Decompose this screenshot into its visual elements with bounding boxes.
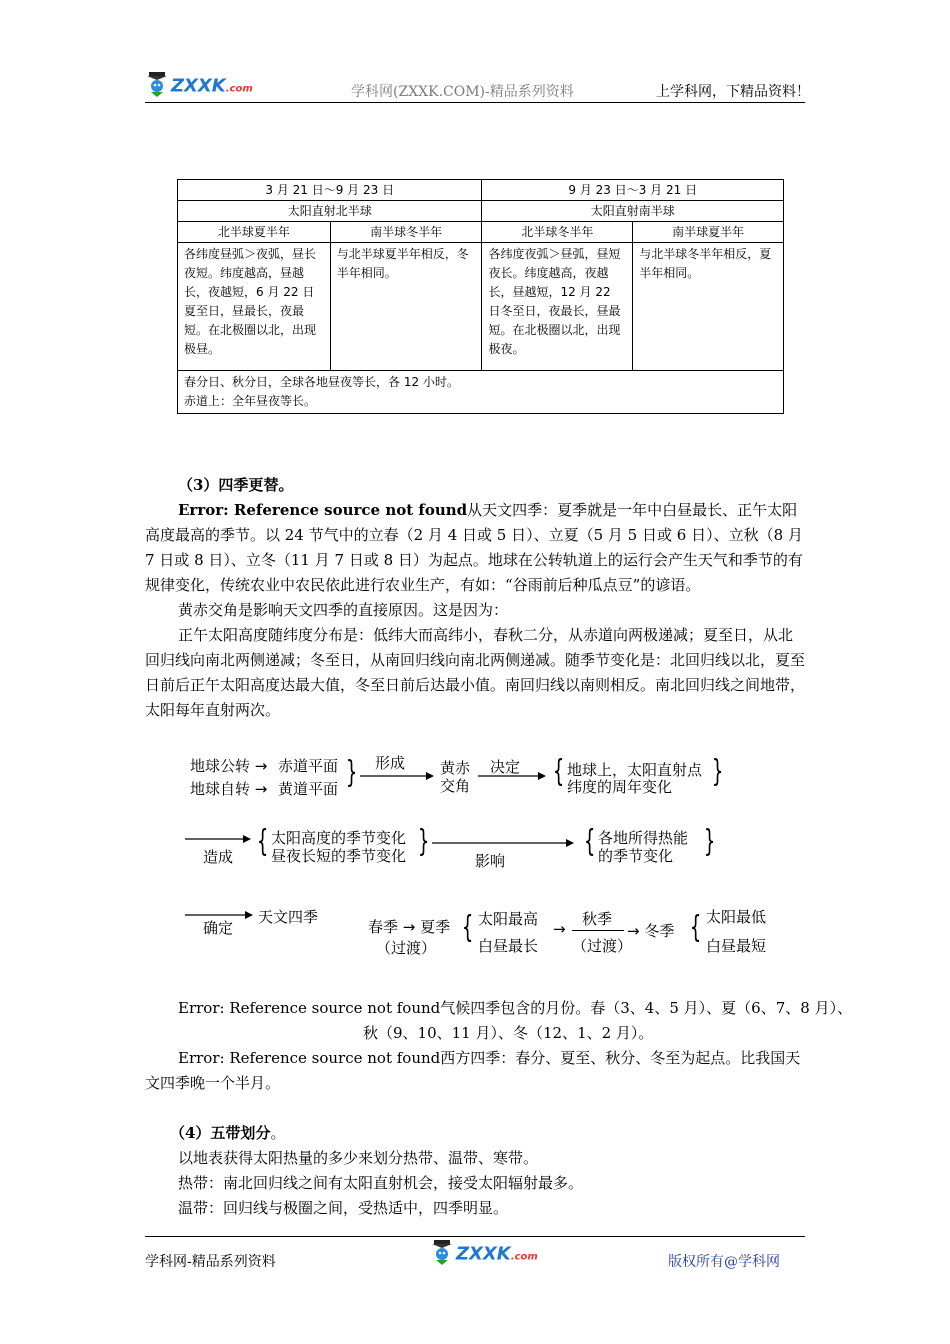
table-subheader: 南半球夏半年 <box>633 222 784 243</box>
fraction-bar <box>572 930 624 931</box>
diagram-text: → <box>553 920 566 938</box>
diagram-text: 白昼最短 <box>706 937 767 955</box>
footer-copyright: 版权所有@学科网 <box>668 1254 780 1270</box>
footer-zxxk-logo <box>430 1238 538 1271</box>
diagram-text: 交角 <box>440 777 471 795</box>
section3-para2: 黄赤交角是影响天文四季的直接原因。这是因为： <box>178 601 509 619</box>
table-cell: 各纬度昼弧＞夜弧，昼长夜短。纬度越高，昼越长，夜越短，6 月 22 日夏至日，昼最长，夜最短。在北极圈以北，出现极昼。 <box>178 243 331 371</box>
right-brace-icon: } <box>703 824 716 859</box>
right-brace-icon: } <box>711 754 724 789</box>
table-cell: 与北半球夏半年相反，冬半年相同。 <box>330 243 482 371</box>
table-cell: 各纬度夜弧＞昼弧，昼短夜长。纬度越高，夜越长，昼越短，12 月 22 日冬至日，夜最长，昼最短。在北极圈以北，出现极夜。 <box>482 243 633 371</box>
right-brace-icon: } <box>417 824 430 859</box>
table-sun-south: 太阳直射南半球 <box>482 201 784 222</box>
header-rule <box>145 102 805 103</box>
section3-para1 <box>145 498 807 598</box>
para-text: 从天文四季：夏季就是一年中白昼最长、正午太阳高度最高的季节。以 24 节气中的立春（2 月 4 日或 5 日）、立夏（5 月 5 日或 6 日）、立秋（8 月 7 日或 8 日）、立冬（11 月 7 日或 8 日）为起点。地球在公转轨道上的运行会产生天气和季节的有规律变化，传统农业中农民依此进行农业生产，有如：“谷雨前后种瓜点豆”的谚语。 <box>145 501 803 594</box>
diagram-text: 黄道平面 <box>278 780 339 798</box>
zxxk-logo <box>145 70 253 103</box>
diagram-label: 确定 <box>203 919 234 937</box>
arrow-icon <box>185 834 251 844</box>
table-footer <box>178 371 784 414</box>
header-center-text: 学科网(ZXXK.COM)-精品系列资料 <box>351 84 574 100</box>
reference-error: Error: Reference source not found <box>178 501 468 519</box>
diagram-text: 各地所得热能 <box>598 829 689 847</box>
logo-text: ZXXK <box>171 75 226 97</box>
section4-line1: 以地表获得太阳热量的多少来划分热带、温带、寒带。 <box>178 1149 539 1167</box>
table-header-south-period: 9 月 23 日～3 月 21 日 <box>482 180 784 201</box>
diagram-text: （过渡） <box>376 939 437 957</box>
western-para <box>145 1046 807 1096</box>
diagram-text: 太阳高度的季节变化 <box>271 829 407 847</box>
right-brace-icon: } <box>345 755 358 790</box>
diagram-text: （过渡） <box>572 937 633 955</box>
footer-rule <box>145 1236 805 1237</box>
header-right-text: 上学科网，下精品资料！ <box>656 84 810 100</box>
diagram-text: 纬度的周年变化 <box>567 778 673 796</box>
graduate-mascot-icon <box>430 1238 456 1271</box>
section4-line3: 温带：回归线与极圈之间，受热适中，四季明显。 <box>178 1199 509 1217</box>
diagram-label: 影响 <box>475 852 506 870</box>
graduate-mascot-icon <box>145 70 171 103</box>
section3-para3: 正午太阳高度随纬度分布是：低纬大而高纬小，春秋二分，从赤道向两极递减；夏至日，从北回归线向南北两侧递减；冬至日，从南回归线向南北两侧递减。随季节变化是：北回归线以北，夏至日前后正午太阳高度达最大值，冬至日前后达最小值。南回归线以南则相反。南北回归线之间地带，太阳每年直射两次。 <box>145 626 806 719</box>
diagram-text: 太阳最高 <box>478 910 539 928</box>
table-subheader: 北半球夏半年 <box>178 222 331 243</box>
diagram-label: 造成 <box>203 848 234 866</box>
section3-body <box>145 498 807 723</box>
day-night-table <box>177 179 784 414</box>
table-footer-line: 春分日、秋分日，全球各地昼夜等长，各 12 小时。 <box>184 375 459 389</box>
diagram-text: → 冬季 <box>627 922 675 940</box>
left-brace-icon: { <box>552 754 565 789</box>
diagram-text: 秋季 <box>582 910 613 928</box>
section4-heading-text: （4）五带划分 <box>170 1124 271 1142</box>
arrow-icon <box>432 838 574 848</box>
diagram-text: 太阳最低 <box>706 908 767 926</box>
diagram-text: 赤道平面 <box>278 757 339 775</box>
left-brace-icon: { <box>461 910 474 945</box>
diagram-label: 形成 <box>375 754 406 772</box>
diagram-label: 决定 <box>490 758 521 776</box>
reference-error: Error: Reference source not found <box>178 1049 441 1067</box>
diagram-text: 地球公转 → <box>190 757 268 775</box>
climate-line2: 秋（9、10、11 月）、冬（12、1、2 月）。 <box>363 1024 654 1042</box>
diagram-text: 春季 → 夏季 <box>368 918 451 936</box>
arrow-icon <box>185 910 253 920</box>
arrow-icon <box>360 771 434 781</box>
left-brace-icon: { <box>689 910 702 945</box>
section4-heading-tail: 。 <box>270 1124 286 1142</box>
logo-suffix: .com <box>510 1251 538 1263</box>
section3-heading: （3）四季更替。 <box>178 476 294 494</box>
diagram-text: 黄赤 <box>440 759 471 777</box>
section4-line2: 热带：南北回归线之间有太阳直射机会，接受太阳辐射最多。 <box>178 1174 584 1192</box>
table-cell: 与北半球冬半年相反，夏半年相同。 <box>633 243 784 371</box>
left-brace-icon: { <box>256 824 269 859</box>
left-brace-icon: { <box>583 824 596 859</box>
diagram-text: 昼夜长短的季节变化 <box>271 847 407 865</box>
diagram-text: 的季节变化 <box>598 847 674 865</box>
diagram-text: 地球自转 → <box>190 780 268 798</box>
diagram-text: 天文四季 <box>258 908 319 926</box>
para-text: 西方四季：春分、夏至、秋分、冬至为起点。比我国天文四季晚一个半月。 <box>145 1049 801 1092</box>
climate-line1 <box>178 996 852 1021</box>
para-text: 气候四季包含的月份。春（3、4、5 月）、夏（6、7、8 月）、 <box>440 999 853 1017</box>
header <box>0 0 950 110</box>
table-subheader: 南半球冬半年 <box>330 222 482 243</box>
table-header-north-period: 3 月 21 日～9 月 23 日 <box>178 180 482 201</box>
table-footer-line: 赤道上：全年昼夜等长。 <box>184 394 317 408</box>
section4-heading <box>170 1121 285 1146</box>
reference-error: Error: Reference source not found <box>178 999 441 1017</box>
diagram-text: 白昼最长 <box>478 937 539 955</box>
arrow-icon <box>478 771 546 781</box>
diagram-text: 地球上，太阳直射点 <box>567 761 703 779</box>
table-sun-north: 太阳直射北半球 <box>178 201 482 222</box>
footer-left-text: 学科网-精品系列资料 <box>145 1254 276 1270</box>
table-subheader: 北半球冬半年 <box>482 222 633 243</box>
logo-text: ZXXK <box>456 1243 511 1265</box>
logo-suffix: .com <box>225 83 253 95</box>
